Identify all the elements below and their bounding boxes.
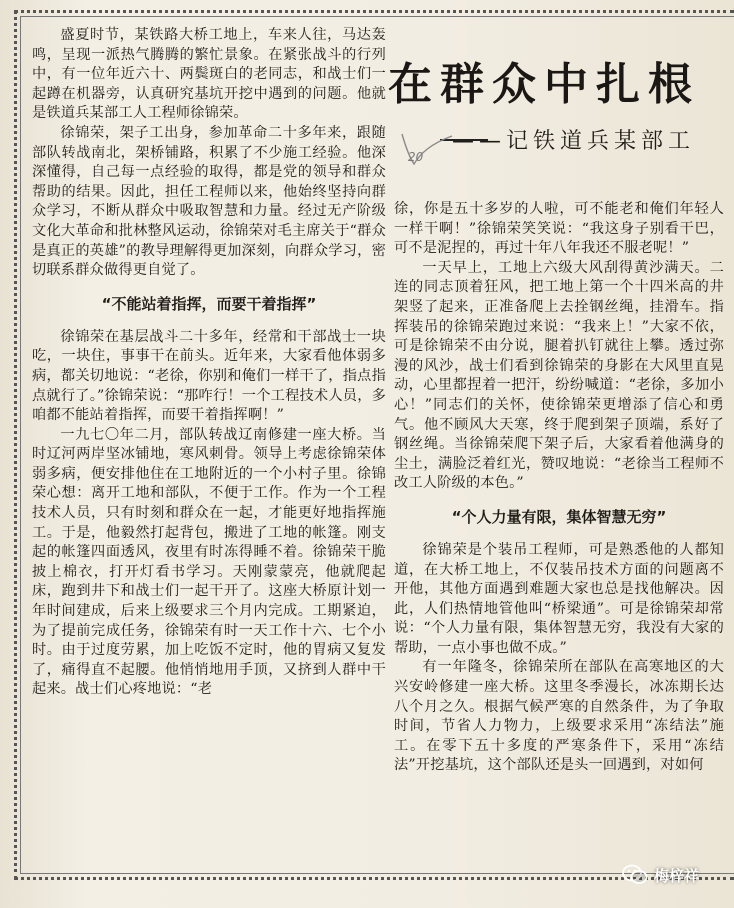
- paragraph: 有一年隆冬，徐锦荣所在部队在高寒地区的大兴安岭修建一座大桥。这里冬季漫长，冰冻期长达八个月之久。根据气候严寒的自然条件，为了争取时间，节省人力物力，上级要求采用“冻结法”施工。在零下五十多度的严寒条件下，采用“冻结法”开挖基坑，这个部队还是头一回遇到，对如何: [394, 659, 724, 774]
- pencil-checkmark-icon: [396, 128, 456, 170]
- pencil-annotation: 20: [408, 150, 424, 164]
- wechat-icon: [622, 864, 648, 886]
- paragraph: 一天早上，工地上六级大风刮得黄沙满天。二连的同志顶着狂风，把工地上第一个十四米高的井架竖了起来，正准备爬上去拴钢丝绳，挂滑车。指挥装吊的徐锦荣跑过来说：“我来上！”大家不依，可是徐锦荣不由分说，腿着扒钉就往上攀。透过弥漫的风沙，战士们看到徐锦荣的身影在大风里直晃动，心里都捏着一把汗，纷纷喊道：“老徐，多加小心！”同志们的关怀，使徐锦荣更增添了信心和勇气。他不顾风大天寒，终于爬到架子顶端，系好了钢丝绳。当徐锦荣爬下架子后，大家看着他满身的尘土，满脸泛着红光，赞叹地说：“老徐当工程师不改工人阶级的本色。”: [394, 259, 724, 492]
- section-heading-2: “个人力量有限，集体智慧无穷”: [451, 507, 667, 526]
- article-subtitle: ——记铁道兵某部工: [452, 129, 696, 154]
- paragraph: 徐锦荣在基层战斗二十多年，经常和干部战士一块吃，一块住，事事干在前头。近年来，大家看他体弱多病，都关切地说：“老徐，你别和俺们一样干了，指点指点就行了。”徐锦荣说：“那咋行！一个工程技术人员，多咱都不能站着指挥，而要干着指挥啊！”: [32, 328, 386, 424]
- article-title: 在群众中扎根: [388, 59, 700, 110]
- watermark: [622, 864, 699, 886]
- right-column: [394, 200, 724, 776]
- section-heading-1: “不能站着指挥，而要干着指挥”: [101, 294, 317, 313]
- paragraph: 徐锦荣，架子工出身，参加革命二十多年来，跟随部队转战南北，架桥铺路，积累了不少施工经验。他深深懂得，自己每一点经验的取得，都是党的领导和群众帮助的结果。因此，担任工程师以来，他始终坚持向群众学习，不断从群众中吸取智慧和力量。经过无产阶级文化大革命和批林整风运动，徐锦荣对毛主席关于“群众是真正的英雄”的教导理解得更加深刻，向群众学习，密切联系群众做得更自觉了。: [32, 124, 386, 279]
- paragraph: 一九七〇年二月，部队转战辽南修建一座大桥。当时辽河两岸坚冰铺地，寒风刺骨。领导上考虑徐锦荣体弱多病，便安排他住在工地附近的一个小村子里。徐锦荣心想：离开工地和部队，不便于工作。作为一个工程技术人员，只有时刻和群众在一起，才能更好地指挥施工。于是，他毅然打起背包，搬进了工地的帐篷。刚支起的帐篷四面透风，夜里有时冻得睡不着。徐锦荣干脆披上棉衣，打开灯看书学习。天刚蒙蒙亮，他就爬起床，跑到井下和战士们一起干开了。这座大桥原计划一年时间建成，后来上级要求三个月内完成。工期紧迫，为了提前完成任务，徐锦荣有时一天工作十六、七个小时。由于过度劳累，加上吃饭不定时，他的胃病又复发了，痛得直不起腰。他悄悄地用手顶，又挤到人群中干起来。战士们心疼地说：“老: [32, 426, 386, 698]
- paragraph: 徐锦荣是个装吊工程师，可是熟悉他的人都知道，在大桥工地上，不仅装吊技术方面的问题离不开他，其他方面遇到难题大家也总是找他解决。因此，人们热情地管他叫“桥梁通”。可是徐锦荣却常说：“个人力量有限，集体智慧无穷，我没有大家的帮助，一点小事也做不成。”: [394, 541, 724, 656]
- watermark-text: 梅梓祥: [654, 866, 700, 885]
- paragraph: 徐，你是五十多岁的人啦，可不能老和俺们年轻人一样干啊！”徐锦荣笑笑说：“我这身子别看干巴，可不是泥捏的，再过十年八年我还不服老呢！”: [394, 201, 724, 257]
- left-column: [32, 26, 386, 700]
- paragraph: 盛夏时节，某铁路大桥工地上，车来人往，马达轰鸣，呈现一派热气腾腾的繁忙景象。在紧张战斗的行列中，有一位年近六十、两鬓斑白的老同志，和战士们一起蹲在机器旁，认真研究基坑开挖中遇到的问题。他就是铁道兵某部工人工程师徐锦荣。: [32, 27, 386, 122]
